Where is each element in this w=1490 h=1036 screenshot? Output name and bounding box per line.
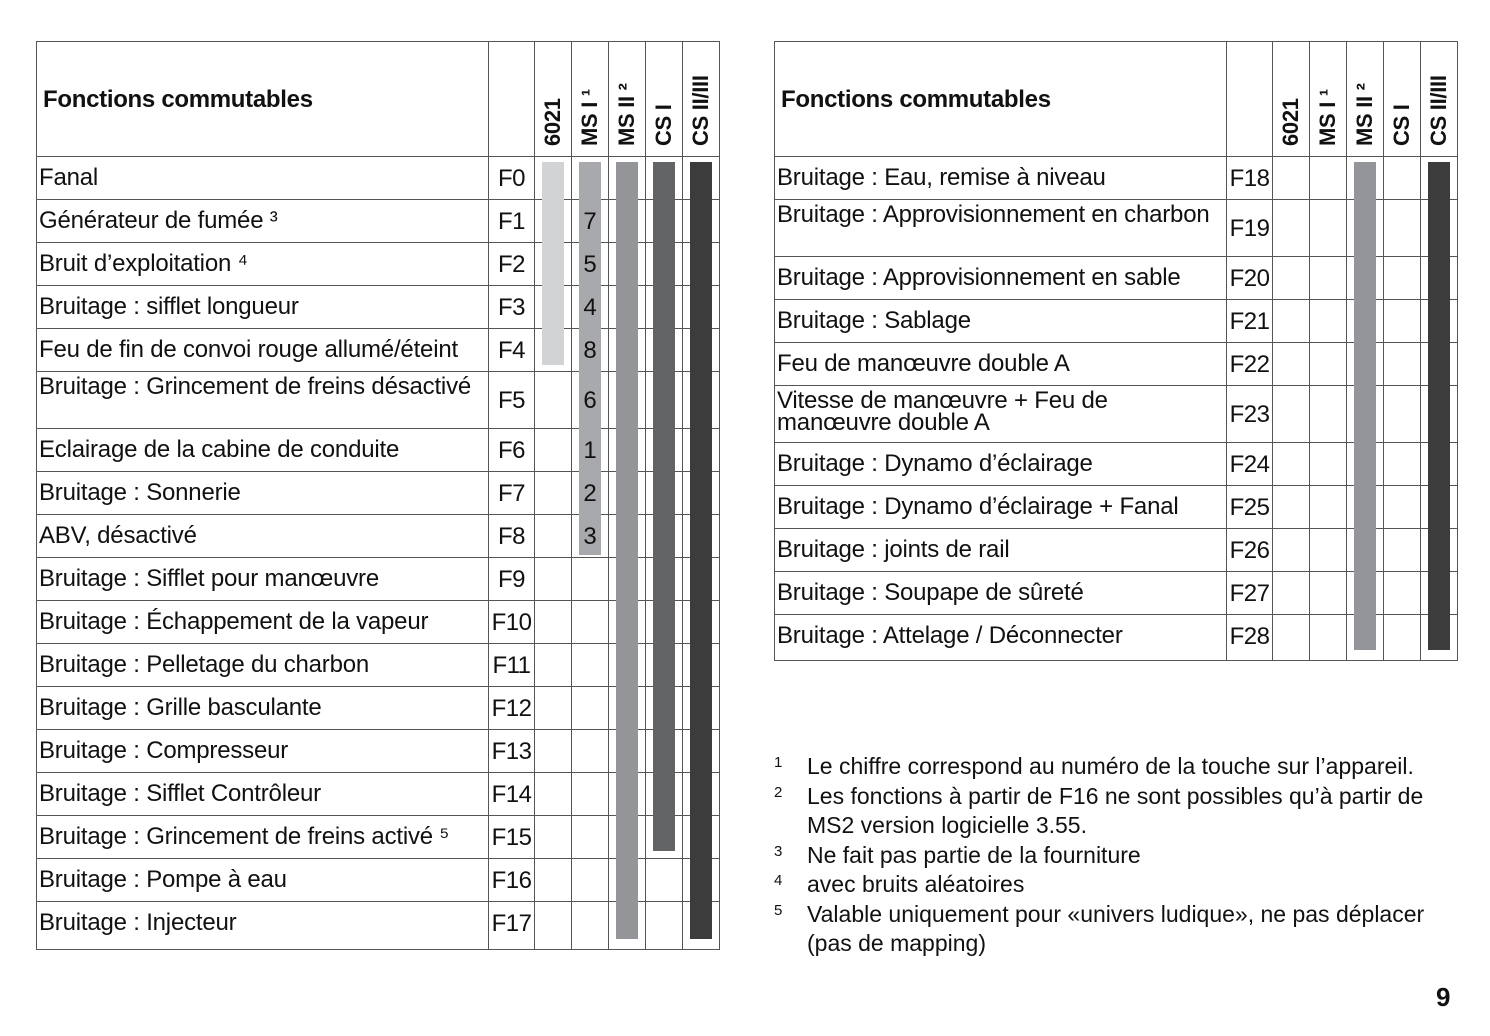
function-label: Bruitage : Compresseur	[39, 736, 289, 764]
divider	[608, 42, 609, 949]
function-code: F4	[497, 336, 525, 364]
function-label: Générateur de fumée ³	[39, 206, 278, 234]
function-code: F2	[497, 250, 525, 278]
page-number: 9	[1436, 982, 1451, 1012]
function-code: F9	[497, 565, 525, 593]
left-table-title: Fonctions commutables	[43, 86, 313, 113]
col-header-ms2: MS II ²	[1352, 83, 1377, 146]
function-label: Bruitage : Échappement de la vapeur	[39, 607, 429, 635]
function-label: Bruitage : Sifflet Contrôleur	[39, 779, 321, 807]
bar-6021	[542, 162, 564, 365]
col-header-cs23: CS II/III	[1426, 75, 1451, 146]
function-code: F15	[491, 823, 532, 851]
ms1-key-number: 4	[583, 293, 597, 321]
function-code: F11	[492, 651, 531, 679]
function-label: Bruitage : Injecteur	[39, 908, 237, 936]
bar-ms2	[616, 162, 638, 939]
ms1-key-number: 7	[583, 207, 597, 235]
ms1-key-number: 1	[583, 436, 597, 464]
divider	[1383, 42, 1384, 660]
footnote: 2 Les fonctions à partir de F16 ne sont possibles qu’à partir de MS2 version logicielle 3.55.	[774, 782, 1424, 838]
divider	[488, 42, 489, 949]
bar-cs23	[690, 162, 712, 939]
divider	[682, 42, 683, 949]
function-label: Bruitage : Sifflet pour manœuvre	[39, 564, 379, 592]
function-code: F0	[497, 164, 525, 192]
col-header-6021: 6021	[1278, 98, 1303, 146]
function-label: ABV, désactivé	[39, 521, 197, 549]
function-label: Bruitage : Pelletage du charbon	[39, 650, 370, 678]
function-label: Bruitage : Approvisionnement en sable	[777, 263, 1181, 291]
ms1-key-number: 6	[583, 386, 597, 414]
function-label: Bruitage : Grille basculante	[39, 693, 322, 721]
function-code: F22	[1229, 350, 1270, 378]
divider	[571, 42, 572, 949]
col-header-cs1: CS I	[651, 104, 676, 146]
function-label: Bruitage : Grincement de freins activé ⁵	[39, 822, 450, 850]
function-label: Bruitage : Approvisionnement en charbon	[777, 201, 1210, 228]
function-label: Fanal	[39, 163, 99, 191]
function-code: F14	[491, 780, 532, 808]
bar-cs23	[1428, 162, 1450, 650]
function-code: F3	[497, 293, 525, 321]
function-code: F6	[497, 436, 525, 464]
col-header-ms2: MS II ²	[614, 83, 639, 146]
divider	[1346, 42, 1347, 660]
function-label: Bruitage : Sonnerie	[39, 478, 241, 506]
function-label: Vitesse de manœuvre + Feu de manœuvre double A	[777, 387, 1108, 436]
col-header-cs23: CS II/III	[688, 75, 713, 146]
function-code: F17	[491, 909, 532, 937]
function-label: Bruitage : Grincement de freins désactivé	[39, 373, 472, 400]
function-code: F16	[491, 866, 532, 894]
divider	[645, 42, 646, 949]
function-code: F20	[1229, 264, 1270, 292]
right-table-header	[775, 42, 1457, 157]
function-code: F19	[1229, 214, 1270, 242]
function-label: Bruitage : joints de rail	[777, 535, 1010, 563]
col-header-ms1: MS I ¹	[1315, 89, 1340, 146]
function-code: F25	[1229, 493, 1270, 521]
divider	[1226, 42, 1227, 660]
function-label: Bruitage : Eau, remise à niveau	[777, 163, 1106, 191]
function-code: F1	[497, 207, 525, 235]
col-header-ms1: MS I ¹	[577, 89, 602, 146]
function-label: Bruitage : Dynamo d’éclairage	[777, 449, 1093, 477]
right-function-table	[774, 41, 1458, 661]
right-table-title: Fonctions commutables	[781, 86, 1051, 113]
function-code: F18	[1229, 164, 1270, 192]
function-label: Bruitage : Pompe à eau	[39, 865, 287, 893]
function-label: Bruitage : Dynamo d’éclairage + Fanal	[777, 492, 1179, 520]
function-label: Bruitage : sifflet longueur	[39, 292, 299, 320]
function-code: F28	[1229, 622, 1270, 650]
divider	[1420, 42, 1421, 660]
footnote: 4 avec bruits aléatoires	[774, 871, 1025, 897]
footnotes	[774, 752, 1454, 959]
function-code: F8	[497, 522, 525, 550]
divider	[1309, 42, 1310, 660]
col-header-6021: 6021	[540, 98, 565, 146]
function-code: F5	[497, 386, 525, 414]
bar-cs1	[653, 162, 675, 851]
ms1-key-number: 8	[583, 336, 597, 364]
divider	[534, 42, 535, 949]
function-label: Bruitage : Attelage / Déconnecter	[777, 621, 1123, 649]
col-header-cs1: CS I	[1389, 104, 1414, 146]
function-label: Feu de manœuvre double A	[777, 349, 1070, 377]
footnote: 1 Le chiffre correspond au numéro de la touche sur l’appareil.	[774, 753, 1414, 779]
ms1-key-number: 2	[583, 479, 597, 507]
ms1-key-number: 5	[583, 250, 597, 278]
function-label: Bruitage : Soupape de sûreté	[777, 578, 1084, 606]
function-code: F26	[1229, 536, 1270, 564]
function-label: Eclairage de la cabine de conduite	[39, 435, 400, 463]
function-code: F21	[1229, 307, 1270, 335]
function-label: Feu de fin de convoi rouge allumé/éteint	[39, 335, 458, 363]
function-code: F13	[491, 737, 532, 765]
bar-ms2	[1354, 162, 1376, 650]
function-label: Bruitage : Sablage	[777, 306, 971, 334]
function-code: F23	[1229, 400, 1270, 428]
function-code: F27	[1229, 579, 1270, 607]
divider	[1272, 42, 1273, 660]
function-code: F7	[497, 479, 525, 507]
function-code: F24	[1229, 450, 1270, 478]
left-table-header	[37, 42, 719, 157]
footnote: 3 Ne fait pas partie de la fourniture	[774, 841, 1141, 868]
ms1-key-number: 3	[583, 522, 597, 550]
left-function-table	[36, 41, 720, 950]
function-code: F12	[491, 694, 532, 722]
function-label: Bruit d’exploitation ⁴	[39, 249, 248, 277]
function-code: F10	[491, 608, 532, 636]
footnote: 5 Valable uniquement pour «univers ludique», ne pas déplacer (pas de mapping)	[774, 900, 1425, 956]
